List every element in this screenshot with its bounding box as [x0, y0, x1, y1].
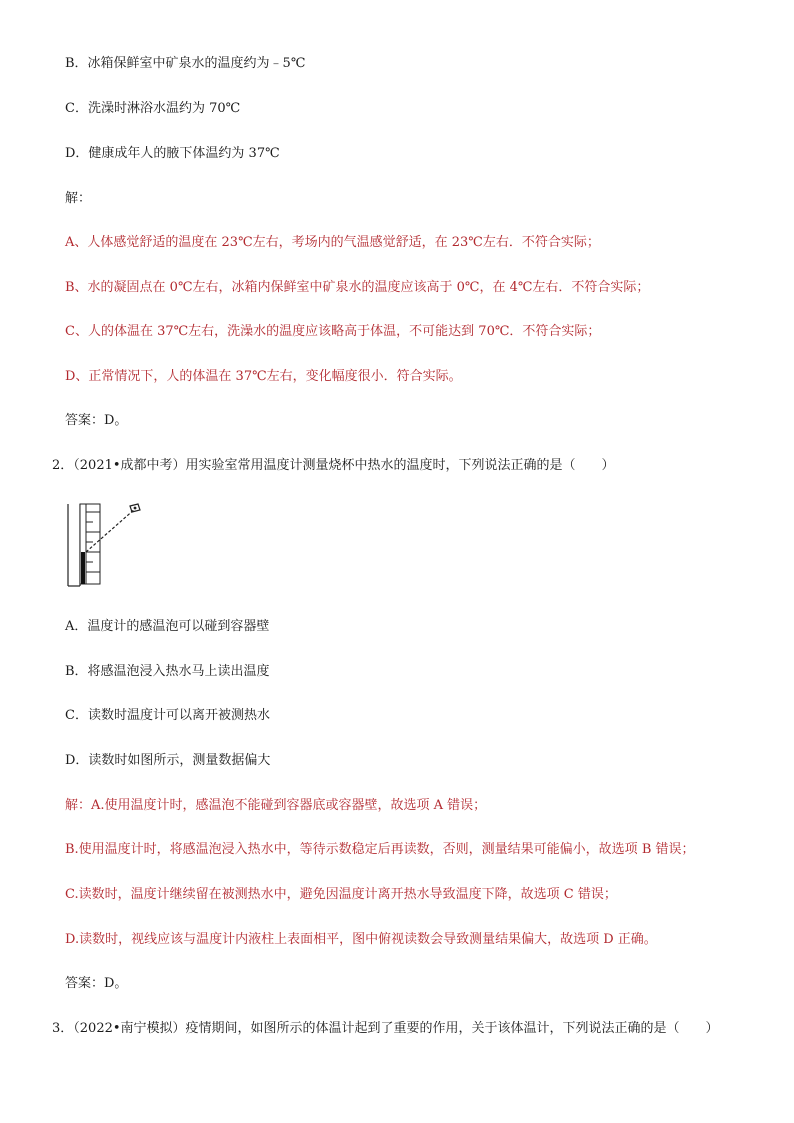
- q2-answer: 答案：D。: [65, 976, 128, 991]
- q1-solution-a: A、人体感觉舒适的温度在 23℃左右，考场内的气温感觉舒适，在 23℃左右．不符合实际；: [65, 235, 600, 250]
- q1-option-c: C．洗澡时淋浴水温约为 70℃: [65, 101, 241, 116]
- q2-option-b: B．将感温泡浸入热水马上读出温度: [65, 664, 270, 679]
- q1-solution-b: B、水的凝固点在 0℃左右，冰箱内保鲜室中矿泉水的温度应该高于 0℃，在 4℃左右．不符合实际；: [65, 280, 650, 295]
- q1-option-b: B．冰箱保鲜室中矿泉水的温度约为﹣5℃: [65, 56, 306, 71]
- thermometer-figure: [66, 500, 156, 590]
- q2-solution-a: 解：A.使用温度计时，感温泡不能碰到容器底或容器壁，故选项 A 错误；: [65, 798, 487, 813]
- q2-solution-b: B.使用温度计时，将感温泡浸入热水中，等待示数稳定后再读数，否则，测量结果可能偏小，故选项 B 错误；: [65, 842, 695, 857]
- q2-option-a: A．温度计的感温泡可以碰到容器壁: [65, 619, 270, 634]
- q2-option-d: D．读数时如图所示，测量数据偏大: [65, 753, 271, 768]
- q2-solution-d: D.读数时，视线应该与温度计内液柱上表面相平，图中俯视读数会导致测量结果偏大，故选项 D 正确。: [65, 932, 657, 947]
- q1-solution-d: D、正常情况下，人的体温在 37℃左右，变化幅度很小．符合实际。: [65, 369, 462, 384]
- q1-option-d: D．健康成年人的腋下体温约为 37℃: [65, 146, 280, 161]
- q2-stem: 2．（2021•成都中考）用实验室常用温度计测量烧杯中热水的温度时，下列说法正确的是（ ）: [52, 458, 615, 473]
- q2-option-c: C．读数时温度计可以离开被测热水: [65, 708, 270, 723]
- q2-solution-c: C.读数时，温度计继续留在被测热水中，避免因温度计离开热水导致温度下降，故选项 C 错误；: [65, 887, 617, 902]
- q1-solution-c: C、人的体温在 37℃左右，洗澡水的温度应该略高于体温，不可能达到 70℃．不符合实际；: [65, 324, 601, 339]
- q1-solution-label: 解：: [65, 191, 92, 206]
- q1-answer: 答案：D。: [65, 413, 128, 428]
- q3-stem: 3．（2022•南宁模拟）疫情期间，如图所示的体温计起到了重要的作用，关于该体温计，下列说法正确的是（ ）: [52, 1021, 719, 1036]
